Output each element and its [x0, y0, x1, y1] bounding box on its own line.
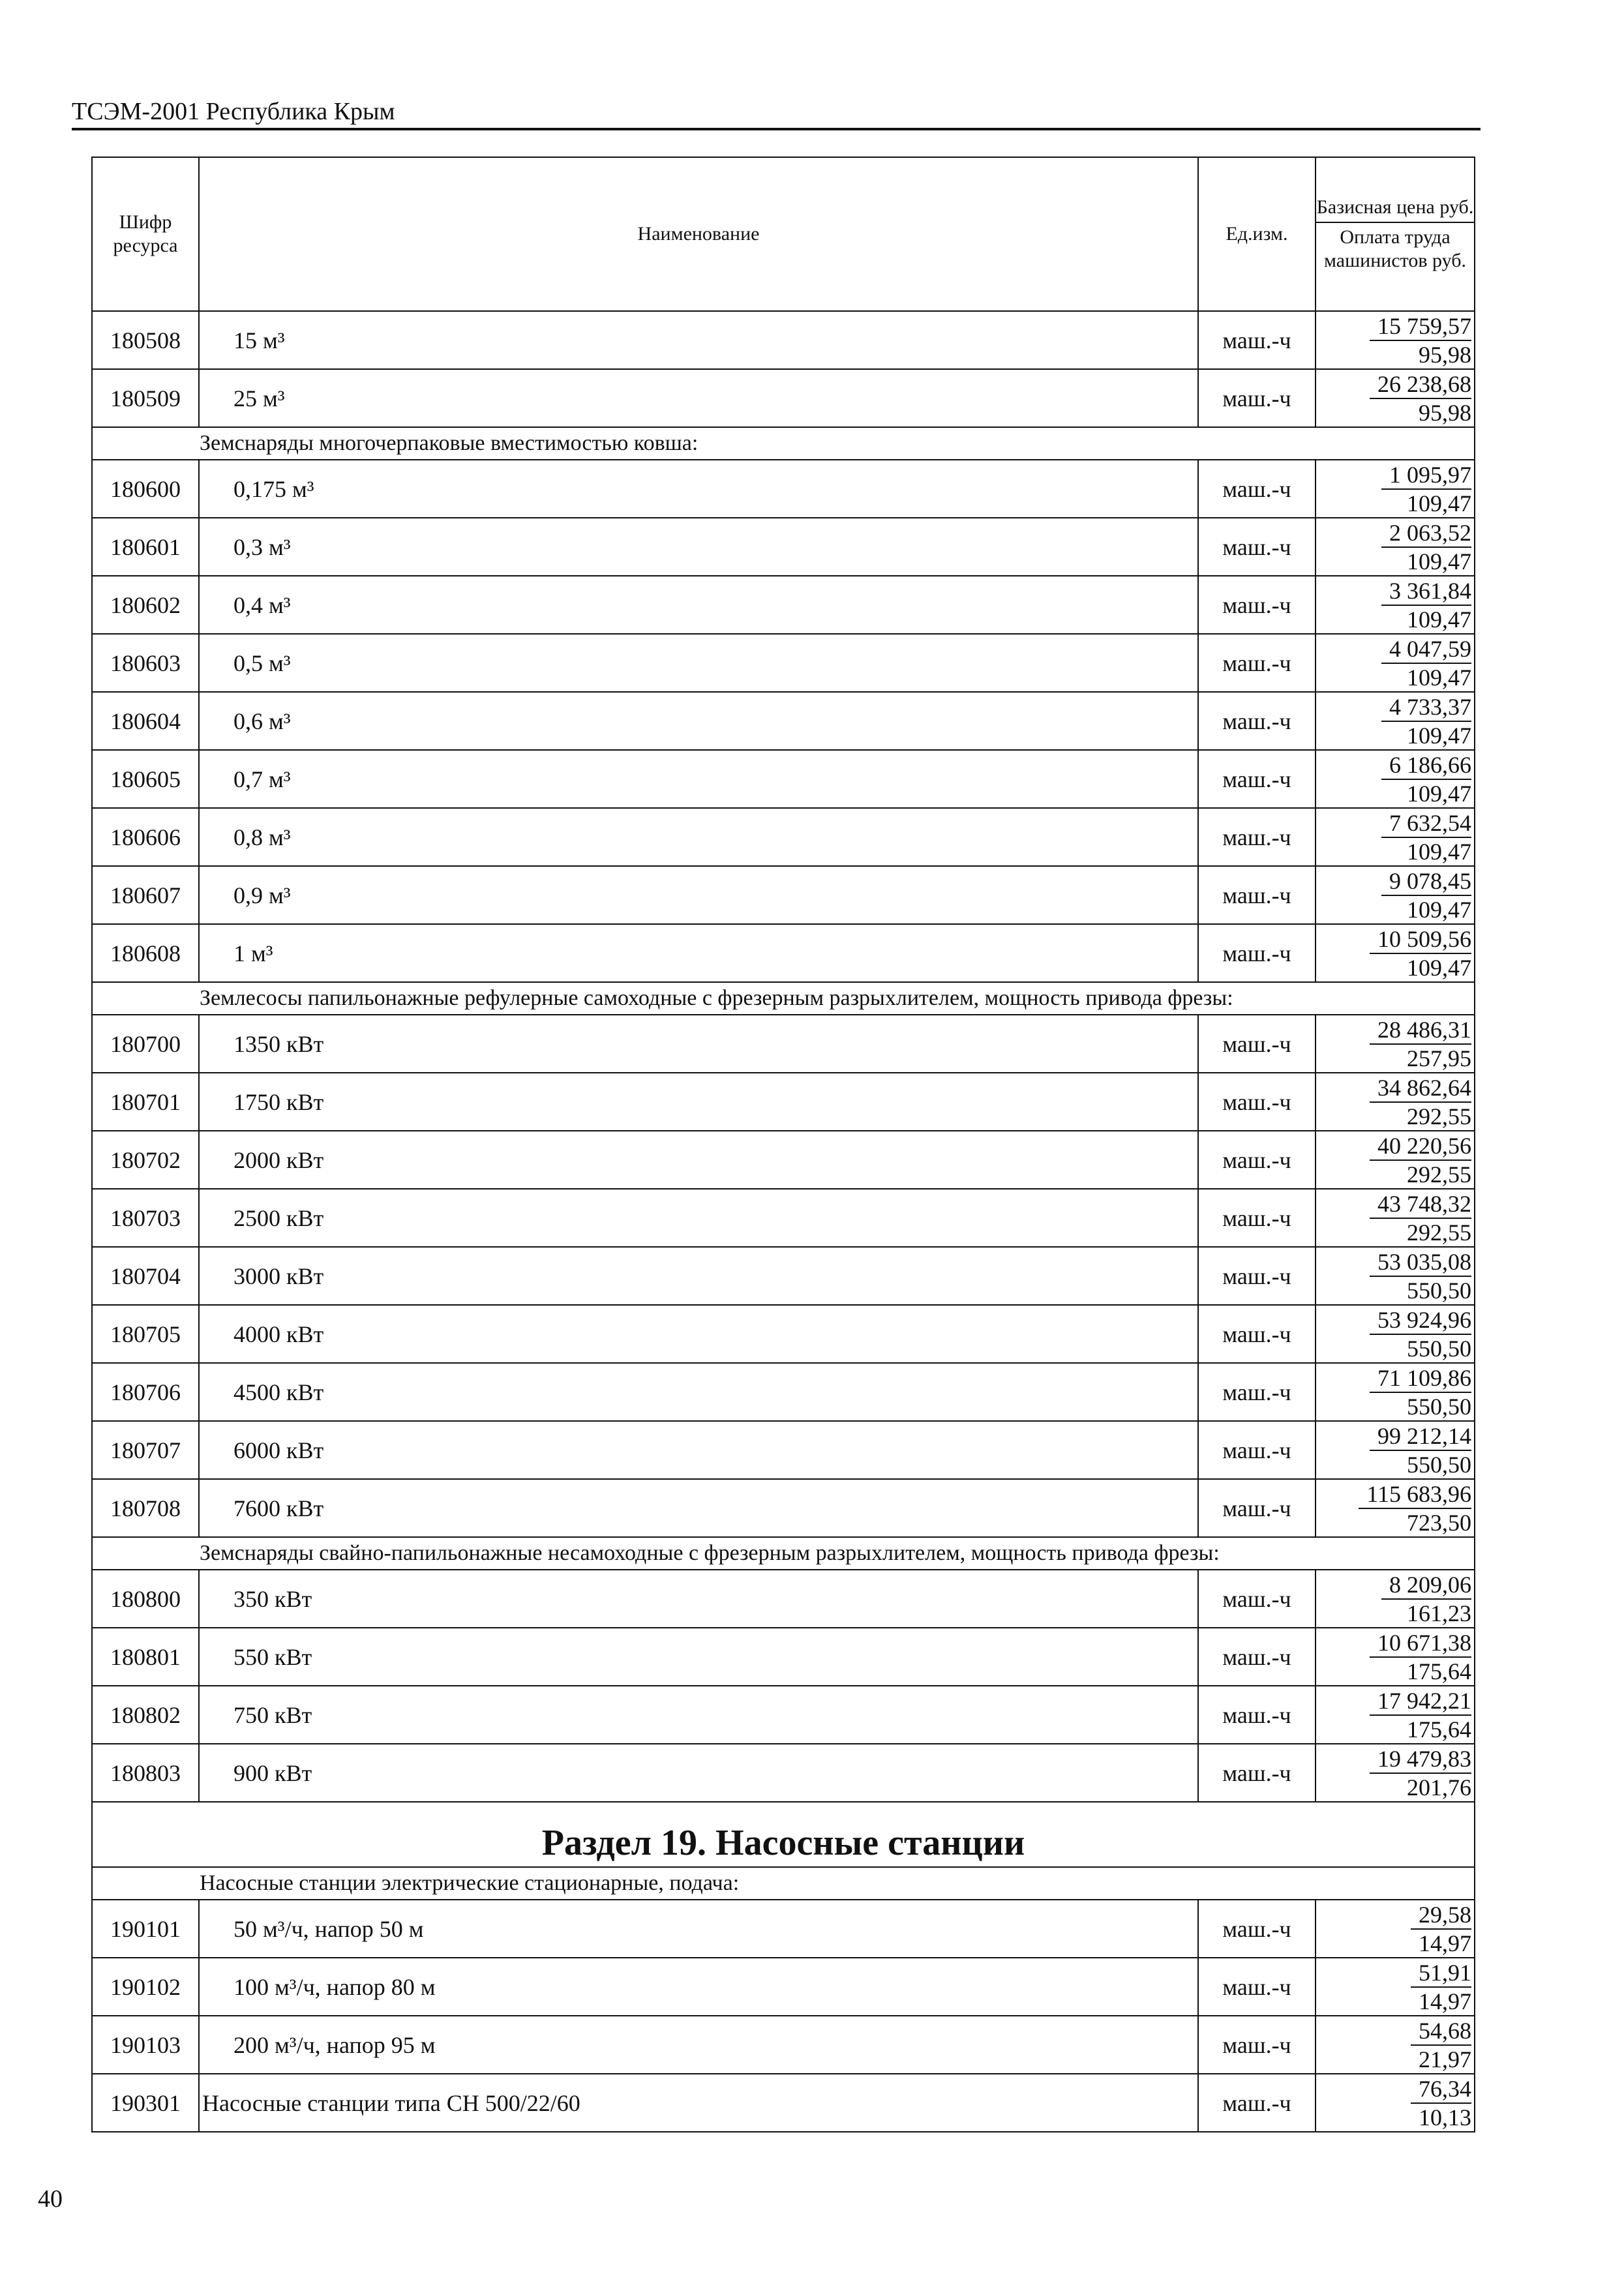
unit-of-measure: маш.-ч — [1198, 311, 1316, 369]
resource-name: 900 кВт — [199, 1744, 1198, 1802]
base-price: 19 479,83 — [1370, 1745, 1471, 1774]
table-row — [92, 460, 1475, 518]
operator-pay: 109,47 — [1407, 954, 1471, 981]
operator-pay: 109,47 — [1407, 490, 1471, 516]
resource-code: 190103 — [92, 2016, 199, 2074]
base-price: 1 095,97 — [1381, 461, 1471, 490]
base-price: 9 078,45 — [1381, 867, 1471, 896]
resource-name: 0,3 м³ — [199, 518, 1198, 576]
operator-pay: 161,23 — [1407, 1600, 1471, 1626]
price-cell — [1316, 1363, 1475, 1421]
operator-pay: 550,50 — [1407, 1451, 1471, 1478]
resource-name: 0,175 м³ — [199, 460, 1198, 518]
table-row — [92, 1305, 1475, 1363]
group-heading: Земснаряды свайно-папильонажные несамоходные с фрезерным разрыхлителем, мощность привода фрезы: — [92, 1537, 1475, 1570]
unit-of-measure: маш.-ч — [1198, 2074, 1316, 2132]
unit-of-measure: маш.-ч — [1198, 924, 1316, 982]
resource-code: 180508 — [92, 311, 199, 369]
price-cell — [1316, 1479, 1475, 1537]
table-row — [92, 1958, 1475, 2016]
table-row — [92, 808, 1475, 866]
resource-code: 180606 — [92, 808, 199, 866]
resource-name: 25 м³ — [199, 369, 1198, 427]
table-body — [92, 311, 1475, 2132]
unit-of-measure: маш.-ч — [1198, 460, 1316, 518]
base-price: 43 748,32 — [1370, 1190, 1471, 1219]
resource-name: 4500 кВт — [199, 1363, 1198, 1421]
resource-code: 180607 — [92, 866, 199, 924]
price-cell — [1316, 750, 1475, 808]
unit-of-measure: маш.-ч — [1198, 2016, 1316, 2074]
unit-of-measure: маш.-ч — [1198, 1421, 1316, 1479]
unit-of-measure: маш.-ч — [1198, 1073, 1316, 1131]
resource-name: 100 м³/ч, напор 80 м — [199, 1958, 1198, 2016]
table-row — [92, 576, 1475, 634]
resource-code: 180702 — [92, 1131, 199, 1189]
unit-of-measure: маш.-ч — [1198, 1744, 1316, 1802]
base-price: 34 862,64 — [1370, 1074, 1471, 1103]
resource-code: 180608 — [92, 924, 199, 982]
unit-of-measure: маш.-ч — [1198, 750, 1316, 808]
resource-code: 180706 — [92, 1363, 199, 1421]
resource-name: 50 м³/ч, напор 50 м — [199, 1900, 1198, 1958]
resource-name: 0,9 м³ — [199, 866, 1198, 924]
unit-of-measure: маш.-ч — [1198, 369, 1316, 427]
price-cell — [1316, 1073, 1475, 1131]
operator-pay: 550,50 — [1407, 1277, 1471, 1304]
group-heading-row — [92, 982, 1475, 1015]
section-heading-row — [92, 1802, 1475, 1867]
unit-of-measure: маш.-ч — [1198, 1628, 1316, 1686]
price-cell — [1316, 1958, 1475, 2016]
operator-pay: 109,47 — [1407, 548, 1471, 575]
operator-pay: 550,50 — [1407, 1393, 1471, 1420]
price-cell — [1316, 1189, 1475, 1247]
price-cell — [1316, 1686, 1475, 1744]
unit-of-measure: маш.-ч — [1198, 1131, 1316, 1189]
resource-name: 750 кВт — [199, 1686, 1198, 1744]
operator-pay: 109,47 — [1407, 722, 1471, 749]
group-heading: Земснаряды многочерпаковые вместимостью ковша: — [92, 427, 1475, 460]
base-price: 53 924,96 — [1370, 1306, 1471, 1335]
base-price: 28 486,31 — [1370, 1016, 1471, 1045]
resource-name: 200 м³/ч, напор 95 м — [199, 2016, 1198, 2074]
resource-code: 180803 — [92, 1744, 199, 1802]
table-row — [92, 1744, 1475, 1802]
resource-name: 2000 кВт — [199, 1131, 1198, 1189]
base-price: 10 671,38 — [1370, 1629, 1471, 1658]
resource-name: 3000 кВт — [199, 1247, 1198, 1305]
resource-code: 180801 — [92, 1628, 199, 1686]
base-price: 26 238,68 — [1370, 370, 1471, 399]
resource-code: 180708 — [92, 1479, 199, 1537]
price-cell — [1316, 311, 1475, 369]
price-cell — [1316, 518, 1475, 576]
base-price: 8 209,06 — [1381, 1571, 1471, 1600]
price-cell — [1316, 1744, 1475, 1802]
price-cell — [1316, 1247, 1475, 1305]
operator-pay: 14,97 — [1419, 1930, 1471, 1956]
operator-pay: 109,47 — [1407, 664, 1471, 691]
resource-code: 180704 — [92, 1247, 199, 1305]
resource-code: 180707 — [92, 1421, 199, 1479]
table-row — [92, 1421, 1475, 1479]
resource-name: 15 м³ — [199, 311, 1198, 369]
resource-name: 0,5 м³ — [199, 634, 1198, 692]
table-row — [92, 1131, 1475, 1189]
table-row — [92, 1570, 1475, 1628]
resource-name: 0,6 м³ — [199, 692, 1198, 750]
base-price: 115 683,96 — [1359, 1480, 1471, 1509]
base-price: 10 509,56 — [1370, 925, 1471, 954]
header-code: Шифр ресурса — [92, 157, 199, 311]
header-price: Базисная цена руб. — [1316, 193, 1474, 223]
unit-of-measure: маш.-ч — [1198, 1958, 1316, 2016]
price-cell — [1316, 866, 1475, 924]
group-heading-row — [92, 1867, 1475, 1900]
resource-code: 180603 — [92, 634, 199, 692]
resource-code: 180800 — [92, 1570, 199, 1628]
table-row — [92, 369, 1475, 427]
resource-code: 180600 — [92, 460, 199, 518]
resource-code: 180604 — [92, 692, 199, 750]
base-price: 15 759,57 — [1370, 312, 1471, 341]
table-row — [92, 750, 1475, 808]
base-price: 7 632,54 — [1381, 809, 1471, 838]
table-row — [92, 866, 1475, 924]
base-price: 76,34 — [1411, 2075, 1471, 2104]
price-cell — [1316, 1628, 1475, 1686]
unit-of-measure: маш.-ч — [1198, 1363, 1316, 1421]
resource-code: 180705 — [92, 1305, 199, 1363]
table-row — [92, 1247, 1475, 1305]
resource-name: 2500 кВт — [199, 1189, 1198, 1247]
price-cell — [1316, 1131, 1475, 1189]
resource-name: 550 кВт — [199, 1628, 1198, 1686]
resource-code: 180701 — [92, 1073, 199, 1131]
price-cell — [1316, 808, 1475, 866]
base-price: 2 063,52 — [1381, 519, 1471, 548]
table-row — [92, 1479, 1475, 1537]
base-price: 29,58 — [1411, 1901, 1471, 1930]
resource-code: 180703 — [92, 1189, 199, 1247]
unit-of-measure: маш.-ч — [1198, 692, 1316, 750]
unit-of-measure: маш.-ч — [1198, 1305, 1316, 1363]
operator-pay: 109,47 — [1407, 606, 1471, 633]
table-row — [92, 2016, 1475, 2074]
resource-name: 350 кВт — [199, 1570, 1198, 1628]
unit-of-measure: маш.-ч — [1198, 1247, 1316, 1305]
operator-pay: 292,55 — [1407, 1219, 1471, 1246]
price-table — [91, 157, 1475, 2132]
operator-pay: 95,98 — [1419, 399, 1471, 426]
unit-of-measure: маш.-ч — [1198, 1686, 1316, 1744]
operator-pay: 723,50 — [1407, 1509, 1471, 1536]
resource-code: 180602 — [92, 576, 199, 634]
operator-pay: 257,95 — [1407, 1045, 1471, 1071]
price-cell — [1316, 460, 1475, 518]
unit-of-measure: маш.-ч — [1198, 518, 1316, 576]
base-price: 51,91 — [1411, 1959, 1471, 1988]
base-price: 71 109,86 — [1370, 1364, 1471, 1393]
operator-pay: 292,55 — [1407, 1103, 1471, 1130]
table-row — [92, 1900, 1475, 1958]
base-price: 40 220,56 — [1370, 1132, 1471, 1161]
price-cell — [1316, 2016, 1475, 2074]
resource-name: 6000 кВт — [199, 1421, 1198, 1479]
unit-of-measure: маш.-ч — [1198, 1900, 1316, 1958]
price-cell — [1316, 576, 1475, 634]
operator-pay: 550,50 — [1407, 1335, 1471, 1362]
resource-name: Насосные станции типа СН 500/22/60 — [199, 2074, 1198, 2132]
unit-of-measure: маш.-ч — [1198, 1479, 1316, 1537]
resource-name: 1 м³ — [199, 924, 1198, 982]
base-price: 17 942,21 — [1370, 1687, 1471, 1716]
header-unit: Ед.изм. — [1198, 157, 1316, 311]
group-heading-row — [92, 1537, 1475, 1570]
table-row — [92, 1015, 1475, 1073]
price-cell — [1316, 924, 1475, 982]
unit-of-measure: маш.-ч — [1198, 634, 1316, 692]
resource-name: 4000 кВт — [199, 1305, 1198, 1363]
operator-pay: 21,97 — [1419, 2046, 1471, 2072]
table-row — [92, 1189, 1475, 1247]
price-cell — [1316, 369, 1475, 427]
table-row — [92, 2074, 1475, 2132]
price-cell — [1316, 2074, 1475, 2132]
base-price: 4 733,37 — [1381, 693, 1471, 722]
operator-pay: 95,98 — [1419, 341, 1471, 368]
resource-name: 1350 кВт — [199, 1015, 1198, 1073]
price-cell — [1316, 1421, 1475, 1479]
header-labor: Оплата труда машинистов руб. — [1323, 226, 1467, 271]
base-price: 53 035,08 — [1370, 1248, 1471, 1277]
operator-pay: 109,47 — [1407, 896, 1471, 923]
base-price: 4 047,59 — [1381, 635, 1471, 664]
table-row — [92, 311, 1475, 369]
unit-of-measure: маш.-ч — [1198, 866, 1316, 924]
operator-pay: 292,55 — [1407, 1161, 1471, 1188]
resource-name: 0,7 м³ — [199, 750, 1198, 808]
unit-of-measure: маш.-ч — [1198, 808, 1316, 866]
operator-pay: 14,97 — [1419, 1988, 1471, 2014]
table-header-row — [92, 157, 1475, 311]
resource-code: 180700 — [92, 1015, 199, 1073]
page-number: 40 — [38, 2185, 63, 2213]
header-rule — [72, 128, 1481, 130]
unit-of-measure: маш.-ч — [1198, 1570, 1316, 1628]
resource-code: 180802 — [92, 1686, 199, 1744]
group-heading: Насосные станции электрические стационарные, подача: — [92, 1867, 1475, 1900]
resource-name: 7600 кВт — [199, 1479, 1198, 1537]
resource-code: 180601 — [92, 518, 199, 576]
table-row — [92, 1686, 1475, 1744]
header-name: Наименование — [199, 157, 1198, 311]
table-row — [92, 1363, 1475, 1421]
section-title: Раздел 19. Насосные станции — [92, 1802, 1475, 1867]
resource-code: 190101 — [92, 1900, 199, 1958]
price-cell — [1316, 1570, 1475, 1628]
unit-of-measure: маш.-ч — [1198, 1189, 1316, 1247]
resource-name: 1750 кВт — [199, 1073, 1198, 1131]
unit-of-measure: маш.-ч — [1198, 1015, 1316, 1073]
resource-code: 190301 — [92, 2074, 199, 2132]
base-price: 54,68 — [1411, 2017, 1471, 2046]
resource-name: 0,4 м³ — [199, 576, 1198, 634]
base-price: 3 361,84 — [1381, 577, 1471, 606]
price-cell — [1316, 1900, 1475, 1958]
group-heading: Землесосы папильонажные рефулерные самоходные с фрезерным разрыхлителем, мощность привода фрезы: — [92, 982, 1475, 1015]
table-row — [92, 518, 1475, 576]
header-price-cell — [1316, 157, 1475, 311]
price-cell — [1316, 634, 1475, 692]
price-cell — [1316, 692, 1475, 750]
operator-pay: 109,47 — [1407, 780, 1471, 807]
table-row — [92, 1628, 1475, 1686]
price-cell — [1316, 1305, 1475, 1363]
operator-pay: 201,76 — [1407, 1774, 1471, 1801]
resource-code: 180605 — [92, 750, 199, 808]
table-row — [92, 924, 1475, 982]
base-price: 6 186,66 — [1381, 751, 1471, 780]
resource-name: 0,8 м³ — [199, 808, 1198, 866]
table-row — [92, 1073, 1475, 1131]
operator-pay: 175,64 — [1407, 1716, 1471, 1743]
operator-pay: 10,13 — [1419, 2104, 1471, 2131]
operator-pay: 109,47 — [1407, 838, 1471, 865]
price-cell — [1316, 1015, 1475, 1073]
operator-pay: 175,64 — [1407, 1658, 1471, 1684]
resource-code: 180509 — [92, 369, 199, 427]
table-row — [92, 692, 1475, 750]
base-price: 99 212,14 — [1370, 1422, 1471, 1451]
unit-of-measure: маш.-ч — [1198, 576, 1316, 634]
resource-code: 190102 — [92, 1958, 199, 2016]
running-head: ТСЭМ-2001 Республика Крым — [72, 98, 395, 125]
group-heading-row — [92, 427, 1475, 460]
table-row — [92, 634, 1475, 692]
